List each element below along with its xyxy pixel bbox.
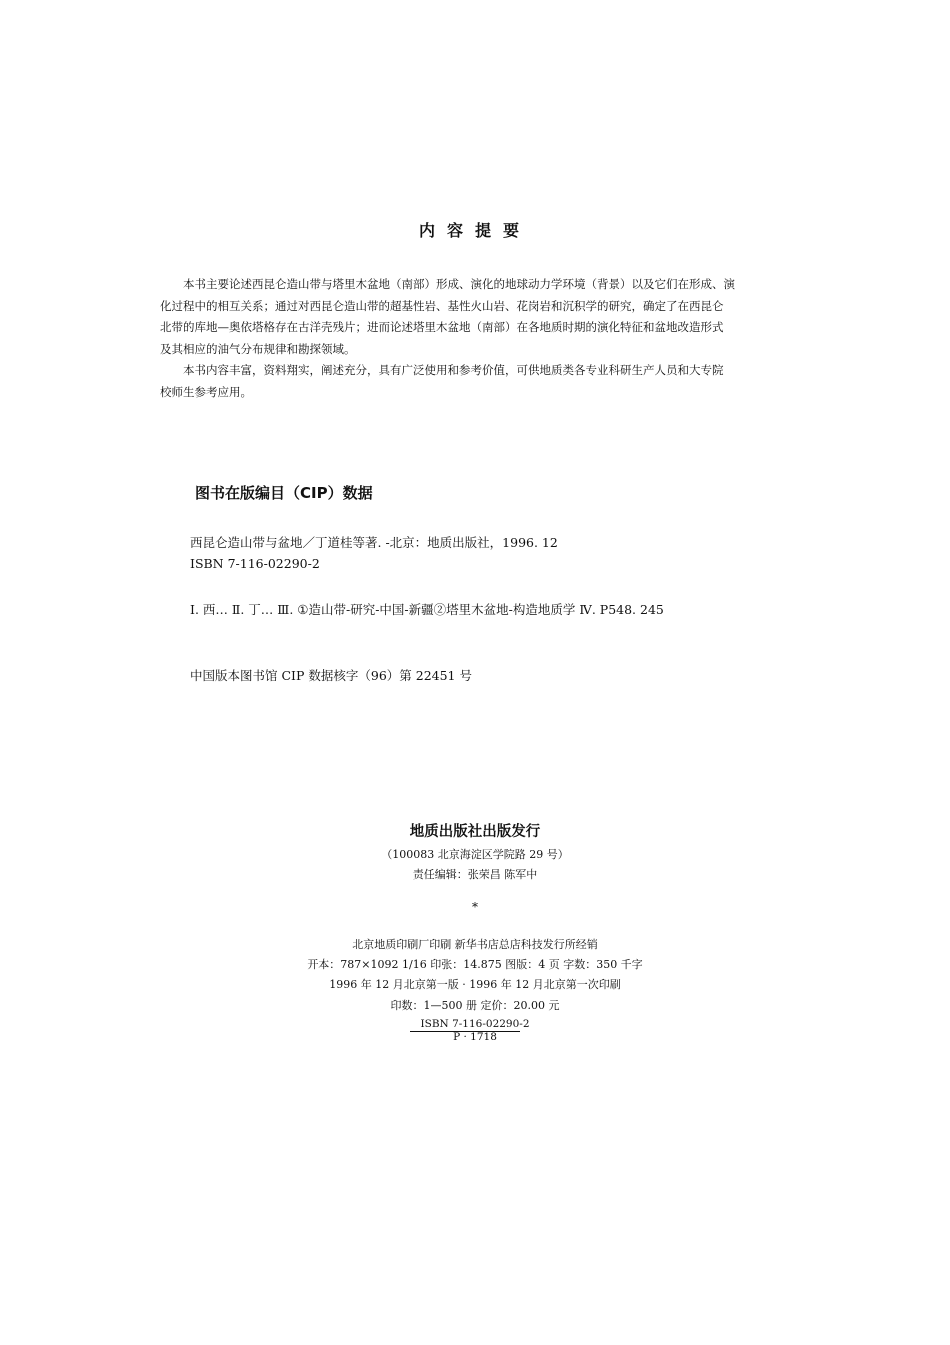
summary-line: 本书主要论述西昆仑造山带与塔里木盆地（南部）形成、演化的地球动力学环境（背景）以及它们在形成、演 xyxy=(183,277,735,291)
printer-line: 北京地质印刷厂印刷 新华书店总店科技发行所经销 xyxy=(352,938,598,951)
summary-paragraph-1 xyxy=(160,274,780,360)
separator-star: * xyxy=(472,900,478,914)
isbn-number: ISBN 7-116-02290-2 xyxy=(420,1018,530,1030)
summary-line: 校师生参考应用。 xyxy=(160,384,252,399)
cip-title: 图书在版编目（CIP）数据 xyxy=(195,484,373,502)
edition-line: 1996 年 12 月北京第一版 · 1996 年 12 月北京第一次印刷 xyxy=(329,978,621,991)
summary-line: 北带的库地—奥依塔格存在古洋壳残片；进而论述塔里木盆地（南部）在各地质时期的演化特征和盆地改造形式 xyxy=(160,320,724,334)
summary-line: 化过程中的相互关系；通过对西昆仑造山带的超基性岩、基性火山岩、花岗岩和沉积学的研究，确定了在西昆仑 xyxy=(160,298,724,313)
cip-classification: Ⅰ. 西… Ⅱ. 丁… Ⅲ. ①造山带-研究-中国-新疆②塔里木盆地-构造地质学 Ⅳ. P548. 245 xyxy=(190,602,664,617)
publisher-name: 地质出版社出版发行 xyxy=(409,824,541,840)
print-run-price: 印数：1—500 册 定价：20.00 元 xyxy=(390,999,560,1012)
summary-paragraph-2 xyxy=(160,360,780,403)
category-code: P · 1718 xyxy=(453,1031,497,1043)
responsible-editors: 责任编辑：张荣昌 陈军中 xyxy=(412,868,538,881)
cip-record-line: 西昆仑造山带与盆地／丁道桂等著. -北京：地质出版社，1996. 12 xyxy=(190,535,558,550)
isbn-divider xyxy=(410,1031,520,1032)
summary-title: 内容提要 xyxy=(418,221,531,240)
summary-line: 及其相应的油气分布规律和勘探领域。 xyxy=(160,341,356,356)
cip-isbn: ISBN 7-116-02290-2 xyxy=(190,556,320,571)
publisher-address: （100083 北京海淀区学院路 29 号） xyxy=(381,848,569,861)
cip-data-number: 中国版本图书馆 CIP 数据核字（96）第 22451 号 xyxy=(190,668,472,683)
format-specs: 开本：787×1092 1/16 印张：14.875 图版：4 页 字数：350 千字 xyxy=(307,958,643,971)
summary-line: 本书内容丰富，资料翔实，阐述充分，具有广泛使用和参考价值，可供地质类各专业科研生产人员和大专院 xyxy=(183,363,724,377)
